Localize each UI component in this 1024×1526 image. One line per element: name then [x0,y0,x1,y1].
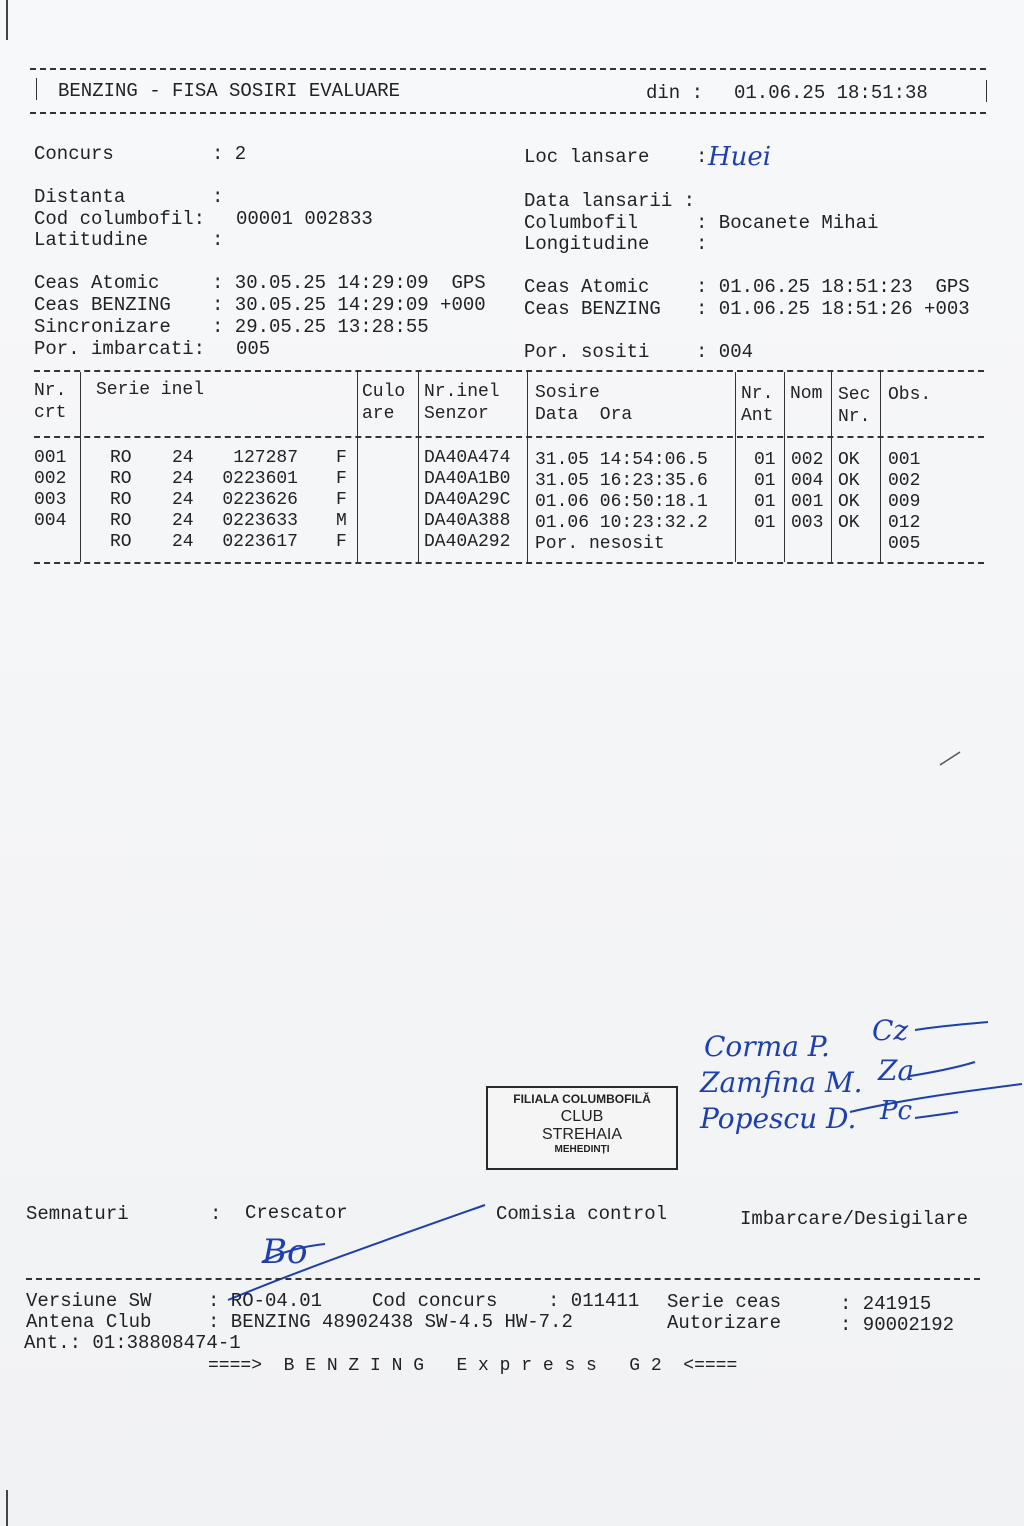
din-value: 01.06.25 18:51:38 [734,82,928,104]
cell-sex: M [336,511,347,531]
page-title: BENZING - FISA SOSIRI EVALUARE [58,80,401,102]
cell-tara: RO [110,469,132,489]
cell-nr: 003 [34,490,67,510]
ceas-benzing-end-label: Ceas BENZING [524,298,661,320]
cell-sosire: 01.06 06:50:18.1 [535,492,708,512]
cell-tara: RO [110,448,132,468]
header-are: are [362,404,395,424]
crescator-label: Crescator [245,1202,348,1224]
header-nr-inel: Nr.inel [424,382,500,402]
distanta-label: Distanta [34,186,126,208]
distanta-value: : [212,186,224,208]
commission-initials-3: Pc [880,1096,913,1126]
ceas-atomic-end-value: : 01.06.25 18:51:23 GPS [696,276,970,298]
header-sec-nr: Nr. [838,407,871,427]
antena-value: : BENZING 48902438 SW-4.5 HW-7.2 [208,1311,573,1333]
semnaturi-label: Semnaturi [26,1203,129,1225]
loc-lansare-handwritten: Huei [708,142,772,172]
cell-inel: 0223626 [222,490,298,510]
cell-senzor: DA40A388 [424,511,511,531]
stamp-line-2: CLUB [560,1108,604,1125]
cell-obs: 009 [888,492,921,512]
por-sositi-value: : 004 [696,341,754,363]
stamp-line-3: STREHAIA [541,1126,622,1143]
cell-nom: 001 [791,492,824,512]
benzing-banner: ====> B E N Z I N G E x p r e s s G 2 <==== [208,1356,738,1376]
por-sositi-label: Por. sositi [524,341,650,363]
cell-sex: F [336,490,347,510]
concurs-label: Concurs [34,143,114,165]
serie-ceas-value: : 241915 [840,1293,932,1315]
concurs-value: : 2 [212,143,247,165]
cell-sex: F [336,469,347,489]
stamp-line-1: FILIALA COLUMBOFILĂ [513,1092,651,1106]
header-ant: Ant [741,406,774,426]
cell-nr: 001 [34,448,67,468]
cell-sosire: Por. nesosit [535,534,665,554]
commission-initials-2: Za [878,1054,915,1087]
cell-nr: 004 [34,511,67,531]
cell-an: 24 [172,532,194,552]
signature-stroke-3 [850,1084,1022,1112]
commission-name-1: Corma P. [704,1030,830,1063]
por-imbarcati-label: Por. imbarcati: [34,338,206,360]
cell-sosire: 01.06 10:23:32.2 [535,513,708,533]
header-sec: Sec [838,385,871,405]
sincronizare-value: : 29.05.25 13:28:55 [212,316,429,338]
cell-inel: 0223617 [222,532,298,552]
cod-concurs-value: : 011411 [548,1290,640,1312]
cell-tara: RO [110,511,132,531]
cell-nr: 002 [34,469,67,489]
versiune-label: Versiune SW [26,1290,152,1312]
cell-sec: OK [838,492,860,512]
header-data-ora: Data Ora [535,405,633,425]
versiune-value: : RO-04.01 [208,1290,323,1312]
crescator-signature: Bo [262,1232,308,1272]
cell-senzor: DA40A29C [424,490,511,510]
cell-sec: OK [838,513,860,533]
cell-obs: 001 [888,450,921,470]
columbofil-label: Columbofil [524,212,639,234]
longitudine-label: Longitudine [524,233,650,255]
autorizare-label: Autorizare [667,1312,782,1334]
header-culo: Culo [362,382,406,402]
cell-an: 24 [172,469,194,489]
cell-sec: OK [838,450,860,470]
por-imbarcati-value: 005 [236,338,271,360]
header-serie-inel: Serie inel [96,380,205,400]
serie-ceas-label: Serie ceas [667,1291,782,1313]
cell-ant: 01 [754,492,776,512]
cell-sosire: 31.05 16:23:35.6 [535,471,708,491]
cod-concurs-label: Cod concurs [372,1290,498,1312]
ceas-benzing-end-value: : 01.06.25 18:51:26 +003 [696,298,970,320]
signature-stroke-4 [915,1112,958,1118]
cell-obs: 002 [888,471,921,491]
cell-tara: RO [110,490,132,510]
header-senzor: Senzor [424,404,489,424]
ceas-benzing-start-value: : 30.05.25 14:29:09 +000 [212,294,486,316]
club-stamp [486,1086,678,1170]
commission-name-2: Zamfina M. [700,1066,863,1099]
imbarcare-label: Imbarcare/Desigilare [740,1208,969,1230]
columbofil-value: : Bocanete Mihai [696,212,879,234]
cell-ant: 01 [754,450,776,470]
cell-tara: RO [110,532,132,552]
signature-stroke-1 [915,1022,988,1030]
cell-senzor: DA40A292 [424,532,511,552]
ceas-atomic-start-label: Ceas Atomic [34,272,160,294]
header-nom: Nom [790,384,823,404]
commission-name-3: Popescu D. [700,1102,857,1135]
stamp-line-4: MEHEDINȚI [554,1144,610,1155]
signature-stroke-2 [910,1062,975,1076]
commission-initials-1: Cz [872,1014,909,1047]
ceas-atomic-end-label: Ceas Atomic [524,276,650,298]
ceas-benzing-start-label: Ceas BENZING [34,294,171,316]
cod-columbofil-label: Cod columbofil: [34,208,206,230]
cell-ant: 01 [754,471,776,491]
header-nr-ant: Nr. [741,384,774,404]
cell-ant: 01 [754,513,776,533]
cell-sosire: 31.05 14:54:06.5 [535,450,708,470]
header-nr: Nr. [34,381,67,401]
header-sosire: Sosire [535,383,600,403]
cell-sex: F [336,532,347,552]
longitudine-value: : [696,233,708,255]
cell-senzor: DA40A474 [424,448,511,468]
sincronizare-label: Sincronizare [34,316,171,338]
loc-lansare-label: Loc lansare [524,146,650,168]
cell-an: 24 [172,511,194,531]
cell-sex: F [336,448,347,468]
stray-mark [940,752,960,765]
semnaturi-sep: : [210,1203,222,1225]
cell-obs: 012 [888,513,921,533]
cell-obs: 005 [888,534,921,554]
cell-an: 24 [172,448,194,468]
cell-inel: 0223601 [222,469,298,489]
footer-border [26,1278,980,1280]
autorizare-value: : 90002192 [840,1314,955,1336]
cell-nom: 002 [791,450,824,470]
antena-label: Antena Club [26,1311,152,1333]
latitudine-label: Latitudine [34,229,149,251]
header-crt: crt [34,403,67,423]
cell-nom: 004 [791,471,824,491]
header-obs: Obs. [888,385,932,405]
ant-line: Ant.: 01:38808474-1 [24,1332,241,1354]
data-lansarii-label: Data lansarii : [524,190,696,212]
cell-senzor: DA40A1B0 [424,469,511,489]
latitudine-value: : [212,229,224,251]
ceas-atomic-start-value: : 30.05.25 14:29:09 GPS [212,272,486,294]
din-label: din : [646,82,704,104]
cod-columbofil-value: 00001 002833 [236,208,373,230]
cell-an: 24 [172,490,194,510]
cell-nom: 003 [791,513,824,533]
cell-inel: 0223633 [222,511,298,531]
loc-lansare-sep: : [696,146,708,168]
cell-inel: 127287 [233,448,298,468]
cell-sec: OK [838,471,860,491]
comisia-label: Comisia control [496,1203,668,1225]
